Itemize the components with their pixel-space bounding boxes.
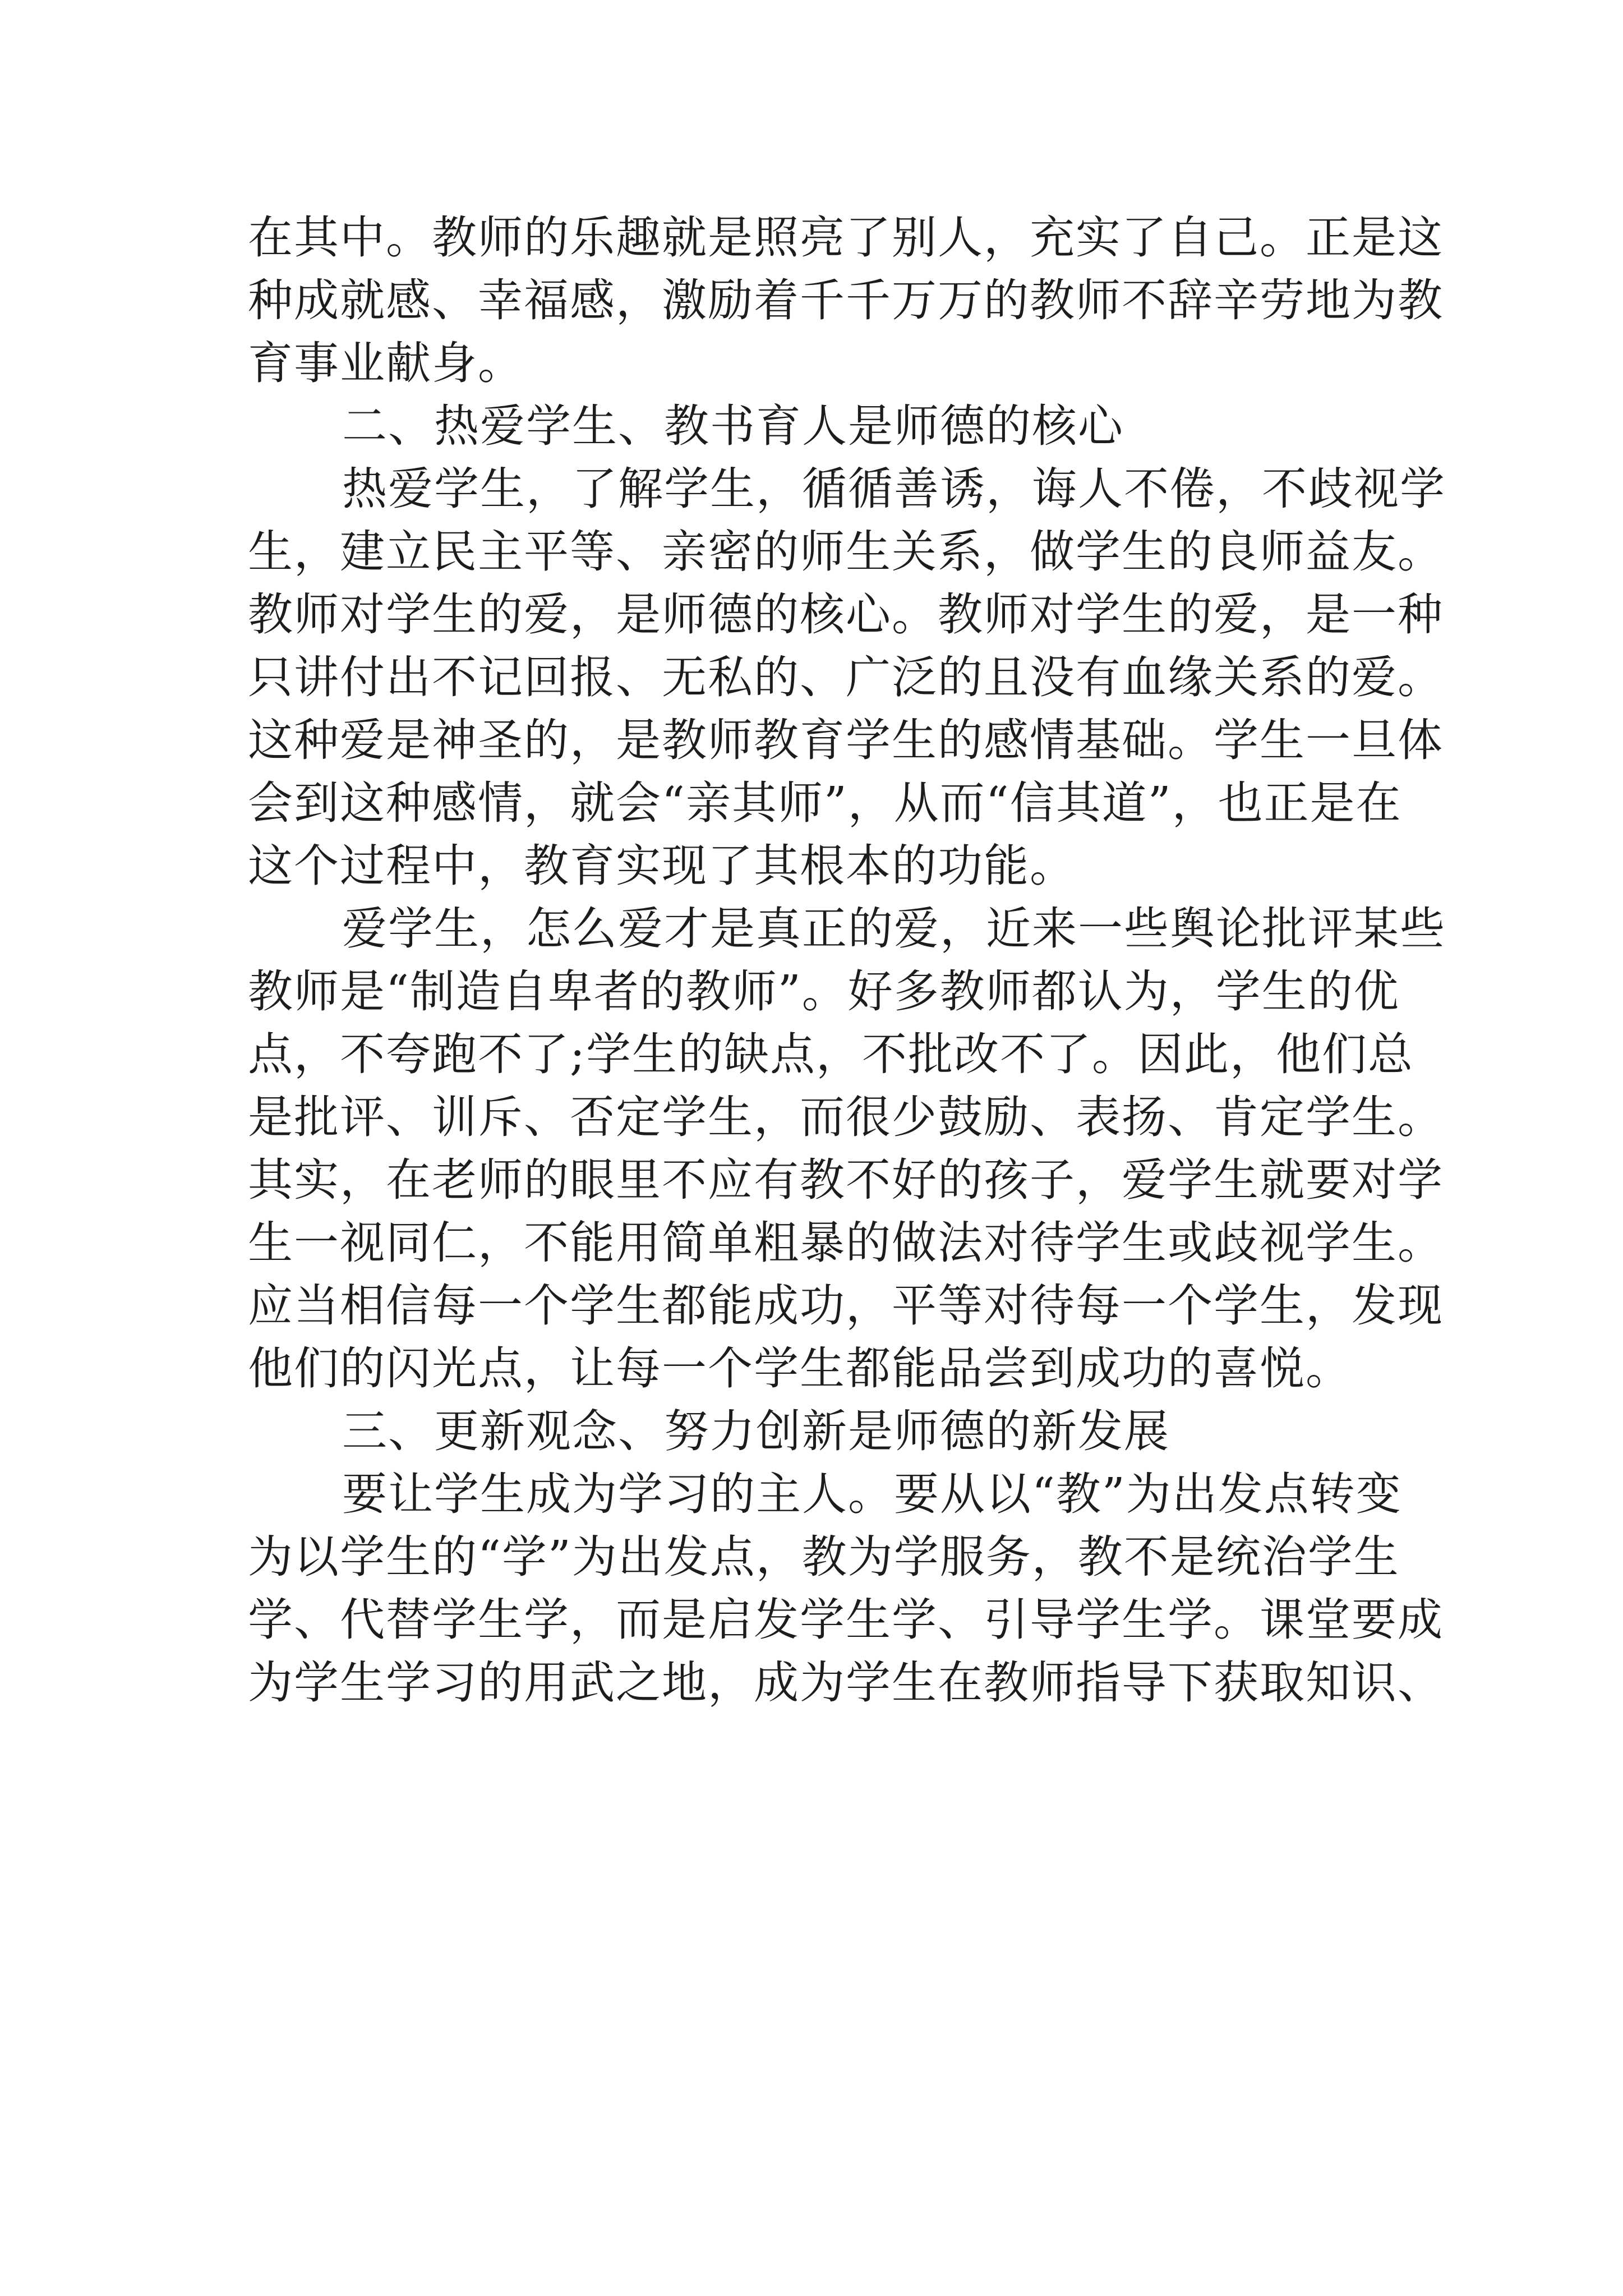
paragraph-student-master xyxy=(248,1463,1444,1714)
section-heading-innovation: 三、更新观念、努力创新是师德的新发展 xyxy=(342,1405,1170,1457)
text-line: 点，不夸跑不了;学生的缺点，不批改不了。因此，他们总 xyxy=(248,1028,1414,1080)
text-line: 教师是“制造自卑者的教师”。好多教师都认为，学生的优 xyxy=(248,965,1400,1018)
text-line: 生，建立民主平等、亲密的师生关系，做学生的良师益友。 xyxy=(248,526,1444,578)
text-line: 种成就感、幸福感，激励着千千万万的教师不辞辛劳地为教 xyxy=(248,274,1444,326)
text-line: 他们的闪光点，让每一个学生都能品尝到成功的喜悦。 xyxy=(248,1342,1352,1395)
text-line: 学、代替学生学，而是启发学生学、引导学生学。课堂要成 xyxy=(248,1594,1444,1646)
text-line: 教师对学生的爱，是师德的核心。教师对学生的爱，是一种 xyxy=(248,588,1444,641)
text-line: 生一视同仁，不能用简单粗暴的做法对待学生或歧视学生。 xyxy=(248,1217,1444,1269)
text-line: 这种爱是神圣的，是教师教育学生的感情基础。学生一旦体 xyxy=(248,714,1444,766)
text-line: 为以学生的“学”为出发点，教为学服务，教不是统治学生 xyxy=(248,1531,1400,1583)
paragraph-love-students xyxy=(248,458,1446,898)
text-line: 在其中。教师的乐趣就是照亮了别人，充实了自己。正是这 xyxy=(248,211,1444,264)
text-line: 会到这种感情，就会“亲其师”，从而“信其道”，也正是在 xyxy=(248,777,1402,829)
paragraph-continuation xyxy=(248,206,1444,395)
text-line: 其实，在老师的眼里不应有教不好的孩子，爱学生就要对学 xyxy=(248,1154,1444,1206)
paragraph-true-love xyxy=(248,898,1446,1400)
text-line: 只讲付出不记回报、无私的、广泛的且没有血缘关系的爱。 xyxy=(248,651,1444,703)
text-line: 爱学生，怎么爱才是真正的爱，近来一些舆论批评某些 xyxy=(342,903,1446,955)
section-heading-love-students: 二、热爱学生、教书育人是师德的核心 xyxy=(342,400,1124,452)
text-line: 为学生学习的用武之地，成为学生在教师指导下获取知识、 xyxy=(248,1657,1444,1709)
text-line: 要让学生成为学习的主人。要从以“教”为出发点转变 xyxy=(342,1468,1402,1520)
text-line: 是批评、训斥、否定学生，而很少鼓励、表扬、肯定学生。 xyxy=(248,1091,1444,1143)
text-line: 这个过程中，教育实现了其根本的功能。 xyxy=(248,840,1076,892)
document-body xyxy=(248,206,1446,1714)
text-line: 应当相信每一个学生都能成功，平等对待每一个学生，发现 xyxy=(248,1280,1444,1332)
text-line: 热爱学生，了解学生，循循善诱，诲人不倦，不歧视学 xyxy=(342,463,1446,515)
text-line: 育事业献身。 xyxy=(248,337,524,389)
